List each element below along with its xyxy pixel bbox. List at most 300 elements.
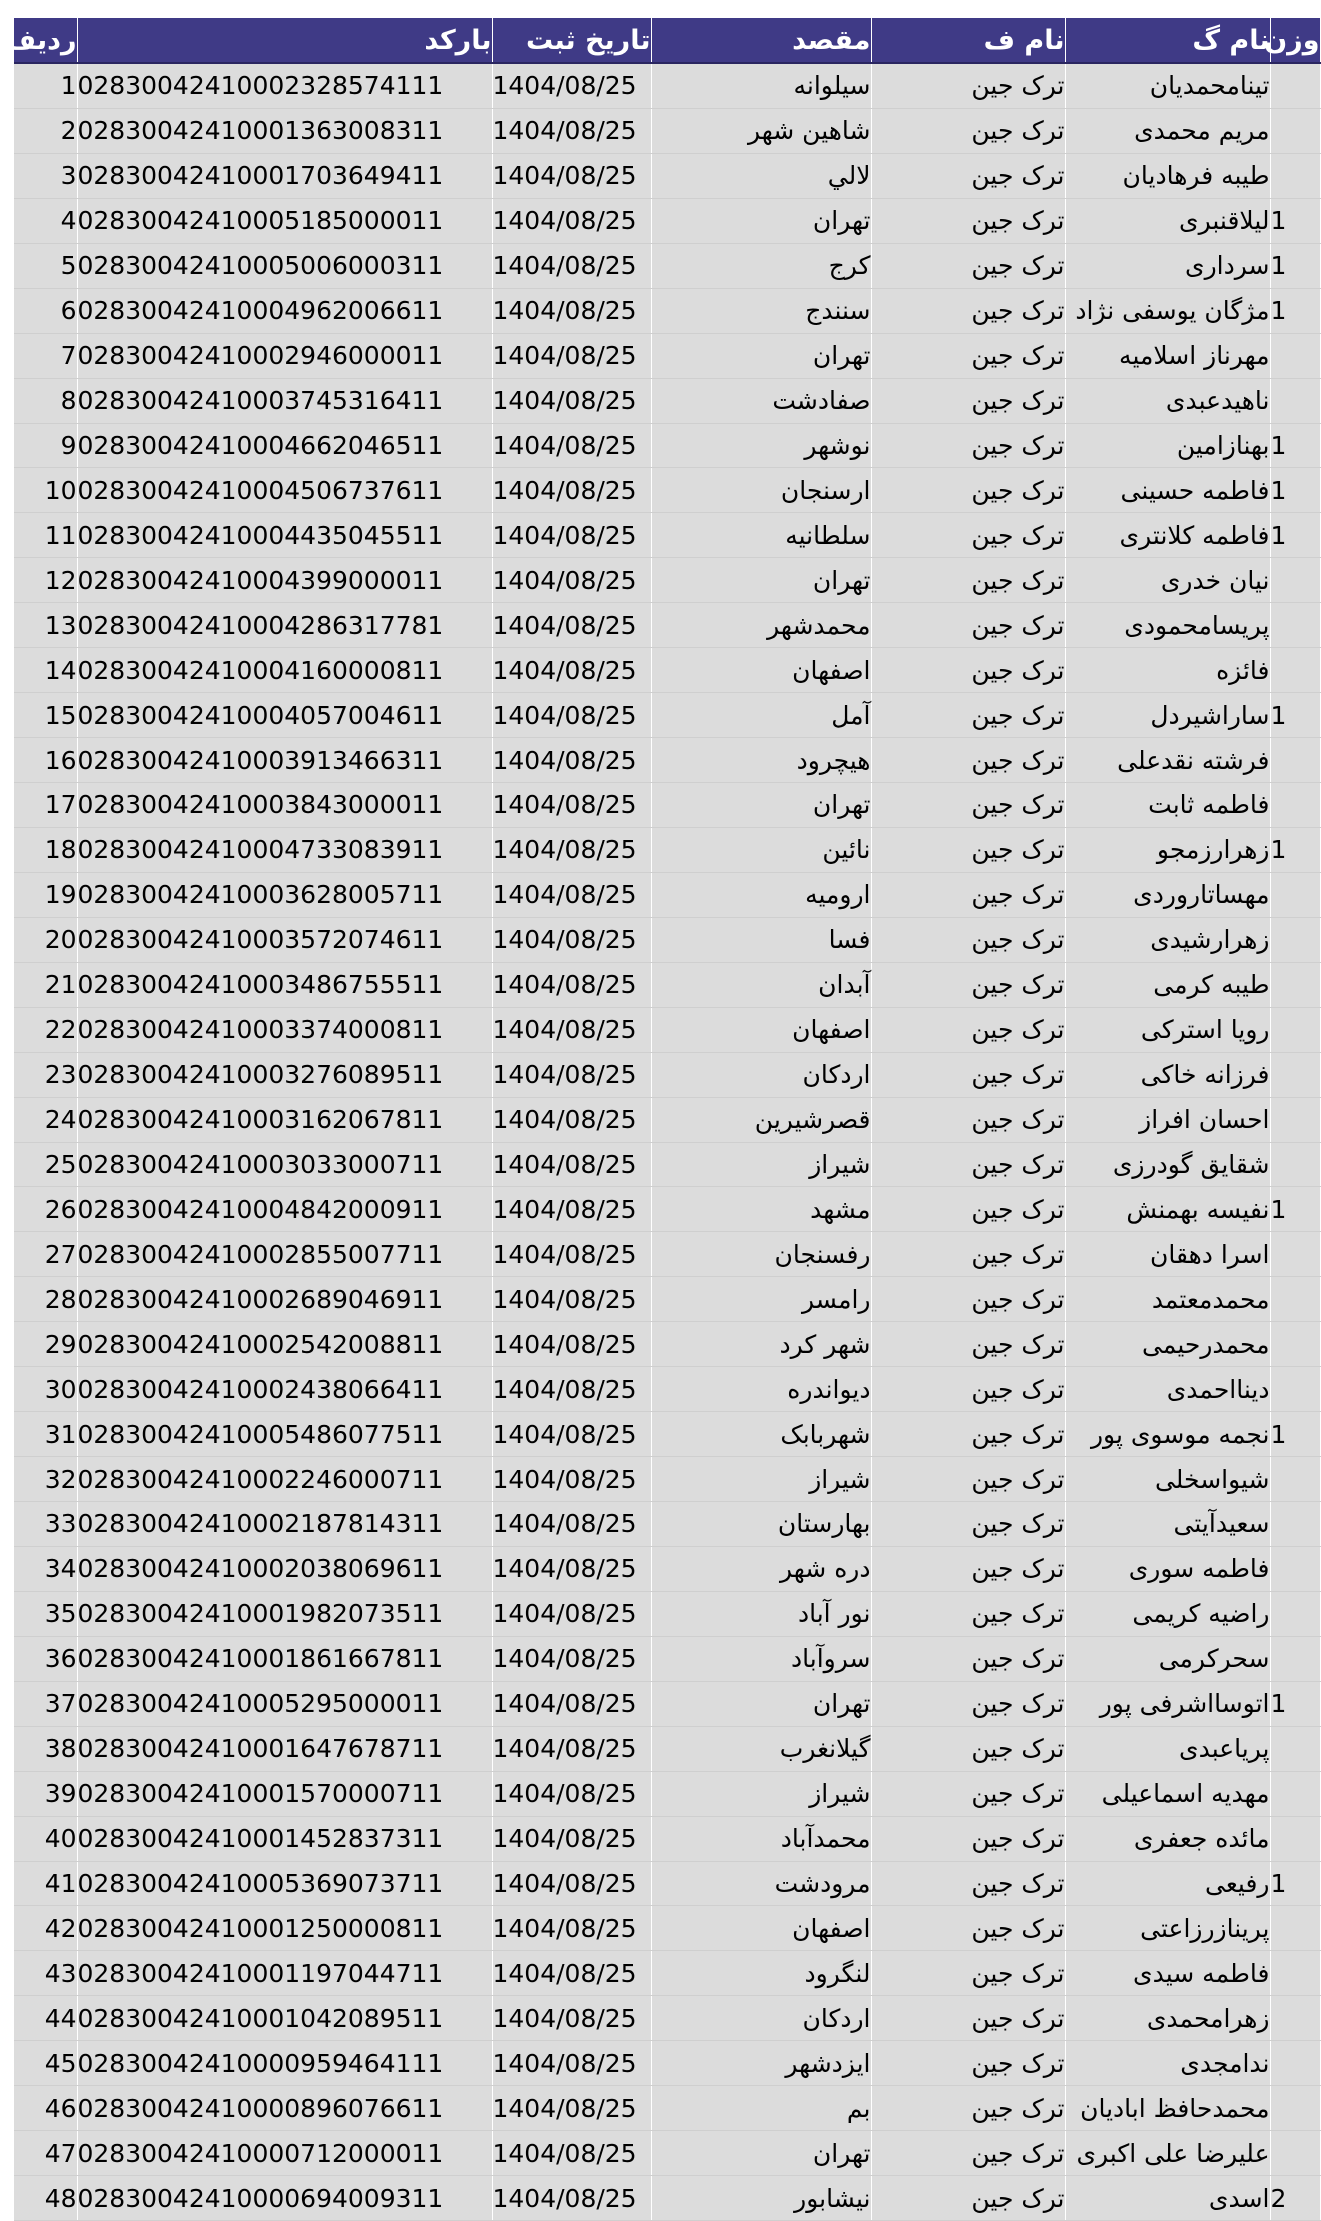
cell-radif[interactable]: 10 [14,468,77,513]
cell-destination[interactable]: رامسر [651,1277,871,1322]
cell-destination[interactable]: نور آباد [651,1591,871,1636]
cell-destination[interactable]: نائین [651,827,871,872]
cell-barcode[interactable]: 02830042410001363008311 [77,108,492,153]
cell-radif[interactable]: 23 [14,1052,77,1097]
cell-name-f[interactable]: ترک جین [871,378,1065,423]
cell-date[interactable]: 1404/08/25 [492,1951,651,1996]
cell-date[interactable]: 1404/08/25 [492,153,651,198]
cell-barcode[interactable]: 02830042410003486755511 [77,962,492,1007]
cell-radif[interactable]: 9 [14,423,77,468]
cell-name-g[interactable]: اسرا دهقان [1065,1232,1270,1277]
cell-name-f[interactable]: ترک جین [871,1771,1065,1816]
cell-weight[interactable]: 1 [1270,198,1320,243]
cell-destination[interactable]: اصفهان [651,648,871,693]
cell-date[interactable]: 1404/08/25 [492,1322,651,1367]
cell-radif[interactable]: 1 [14,63,77,108]
cell-radif[interactable]: 15 [14,693,77,738]
cell-barcode[interactable]: 02830042410001570000711 [77,1771,492,1816]
cell-date[interactable]: 1404/08/25 [492,872,651,917]
cell-barcode[interactable]: 02830042410002246000711 [77,1457,492,1502]
cell-radif[interactable]: 39 [14,1771,77,1816]
cell-radif[interactable]: 16 [14,738,77,783]
cell-name-g[interactable]: طیبه فرهادیان [1065,153,1270,198]
cell-weight[interactable] [1270,63,1320,108]
cell-barcode[interactable]: 02830042410000959464111 [77,2041,492,2086]
cell-radif[interactable]: 48 [14,2176,77,2221]
cell-radif[interactable]: 24 [14,1097,77,1142]
cell-name-f[interactable]: ترک جین [871,827,1065,872]
cell-radif[interactable]: 30 [14,1367,77,1412]
cell-date[interactable]: 1404/08/25 [492,1996,651,2041]
cell-weight[interactable] [1270,333,1320,378]
cell-destination[interactable]: سنندج [651,288,871,333]
cell-destination[interactable]: شیراز [651,1142,871,1187]
cell-destination[interactable]: مرودشت [651,1861,871,1906]
cell-radif[interactable]: 29 [14,1322,77,1367]
cell-name-f[interactable]: ترک جین [871,1277,1065,1322]
cell-destination[interactable]: لنگرود [651,1951,871,1996]
cell-name-f[interactable]: ترک جین [871,1681,1065,1726]
cell-name-g[interactable]: سرداری [1065,243,1270,288]
cell-name-f[interactable]: ترک جین [871,468,1065,513]
cell-name-g[interactable]: زهرامحمدی [1065,1996,1270,2041]
cell-name-f[interactable]: ترک جین [871,603,1065,648]
cell-destination[interactable]: دیواندره [651,1367,871,1412]
cell-date[interactable]: 1404/08/25 [492,1726,651,1771]
cell-name-f[interactable]: ترک جین [871,153,1065,198]
cell-name-f[interactable]: ترک جین [871,1951,1065,1996]
cell-name-f[interactable]: ترک جین [871,1861,1065,1906]
cell-radif[interactable]: 33 [14,1502,77,1547]
cell-barcode[interactable]: 02830042410002855007711 [77,1232,492,1277]
cell-destination[interactable]: اصفهان [651,1906,871,1951]
cell-name-g[interactable]: محمدحافظ ابادیان [1065,2086,1270,2131]
cell-destination[interactable]: قصرشیرین [651,1097,871,1142]
cell-date[interactable]: 1404/08/25 [492,827,651,872]
cell-barcode[interactable]: 02830042410001703649411 [77,153,492,198]
cell-radif[interactable]: 18 [14,827,77,872]
cell-destination[interactable]: رفسنجان [651,1232,871,1277]
cell-radif[interactable]: 7 [14,333,77,378]
cell-destination[interactable]: اردکان [651,1996,871,2041]
cell-weight[interactable] [1270,1457,1320,1502]
cell-date[interactable]: 1404/08/25 [492,63,651,108]
cell-barcode[interactable]: 02830042410005185000011 [77,198,492,243]
cell-barcode[interactable]: 02830042410003033000711 [77,1142,492,1187]
cell-weight[interactable] [1270,917,1320,962]
cell-name-g[interactable]: طیبه کرمی [1065,962,1270,1007]
cell-barcode[interactable]: 02830042410002946000011 [77,333,492,378]
header-barcode[interactable]: بارکد [77,18,492,63]
cell-destination[interactable]: تهران [651,558,871,603]
cell-destination[interactable]: صفادشت [651,378,871,423]
cell-name-g[interactable]: علیرضا علی اکبری [1065,2131,1270,2176]
cell-radif[interactable]: 2 [14,108,77,153]
cell-date[interactable]: 1404/08/25 [492,1906,651,1951]
cell-weight[interactable] [1270,378,1320,423]
cell-date[interactable]: 1404/08/25 [492,1771,651,1816]
cell-name-f[interactable]: ترک جین [871,1097,1065,1142]
cell-radif[interactable]: 32 [14,1457,77,1502]
cell-weight[interactable] [1270,1816,1320,1861]
cell-barcode[interactable]: 02830042410000712000011 [77,2131,492,2176]
cell-barcode[interactable]: 02830042410004435045511 [77,513,492,558]
cell-barcode[interactable]: 02830042410003276089511 [77,1052,492,1097]
cell-weight[interactable]: 1 [1270,1412,1320,1457]
cell-name-g[interactable]: فاطمه ثابت [1065,783,1270,828]
cell-weight[interactable]: 1 [1270,423,1320,468]
cell-destination[interactable]: سروآباد [651,1636,871,1681]
cell-destination[interactable]: تهران [651,1681,871,1726]
cell-date[interactable]: 1404/08/25 [492,2041,651,2086]
cell-weight[interactable]: 1 [1270,1861,1320,1906]
cell-destination[interactable]: مشهد [651,1187,871,1232]
cell-name-g[interactable]: مهدیه اسماعیلی [1065,1771,1270,1816]
cell-weight[interactable]: 1 [1270,243,1320,288]
cell-barcode[interactable]: 02830042410004160000811 [77,648,492,693]
cell-barcode[interactable]: 02830042410004399000011 [77,558,492,603]
cell-barcode[interactable]: 02830042410002542008811 [77,1322,492,1367]
cell-name-f[interactable]: ترک جین [871,1546,1065,1591]
cell-name-f[interactable]: ترک جین [871,2131,1065,2176]
cell-date[interactable]: 1404/08/25 [492,288,651,333]
cell-name-f[interactable]: ترک جین [871,288,1065,333]
header-name-f[interactable]: نام ف [871,18,1065,63]
cell-date[interactable]: 1404/08/25 [492,1052,651,1097]
cell-destination[interactable]: گیلانغرب [651,1726,871,1771]
cell-radif[interactable]: 44 [14,1996,77,2041]
cell-name-f[interactable]: ترک جین [871,108,1065,153]
cell-radif[interactable]: 19 [14,872,77,917]
cell-radif[interactable]: 11 [14,513,77,558]
cell-radif[interactable]: 26 [14,1187,77,1232]
cell-name-f[interactable]: ترک جین [871,2041,1065,2086]
cell-radif[interactable]: 43 [14,1951,77,1996]
cell-destination[interactable]: هیچرود [651,738,871,783]
cell-name-g[interactable]: سعیدآیتی [1065,1502,1270,1547]
cell-destination[interactable]: اصفهان [651,1007,871,1052]
cell-date[interactable]: 1404/08/25 [492,1591,651,1636]
cell-destination[interactable]: تهران [651,2131,871,2176]
cell-name-f[interactable]: ترک جین [871,423,1065,468]
cell-barcode[interactable]: 02830042410004733083911 [77,827,492,872]
cell-radif[interactable]: 40 [14,1816,77,1861]
cell-barcode[interactable]: 02830042410003745316411 [77,378,492,423]
cell-name-g[interactable]: نفیسه بهمنش [1065,1187,1270,1232]
cell-date[interactable]: 1404/08/25 [492,333,651,378]
cell-name-f[interactable]: ترک جین [871,513,1065,558]
cell-radif[interactable]: 21 [14,962,77,1007]
cell-name-g[interactable]: رویا استرکی [1065,1007,1270,1052]
cell-barcode[interactable]: 02830042410004962006611 [77,288,492,333]
cell-destination[interactable]: تهران [651,198,871,243]
cell-destination[interactable]: ارومیه [651,872,871,917]
cell-name-g[interactable]: شیواسخلی [1065,1457,1270,1502]
cell-barcode[interactable]: 02830042410005486077511 [77,1412,492,1457]
cell-name-g[interactable]: مهساتاروردی [1065,872,1270,917]
cell-weight[interactable] [1270,738,1320,783]
cell-name-f[interactable]: ترک جین [871,1322,1065,1367]
cell-destination[interactable]: ایزدشهر [651,2041,871,2086]
header-radif[interactable]: ردیف [14,18,77,63]
cell-date[interactable]: 1404/08/25 [492,1816,651,1861]
cell-name-f[interactable]: ترک جین [871,1816,1065,1861]
cell-barcode[interactable]: 02830042410005295000011 [77,1681,492,1726]
cell-weight[interactable] [1270,1636,1320,1681]
cell-name-g[interactable]: نجمه موسوی پور [1065,1412,1270,1457]
cell-barcode[interactable]: 02830042410002689046911 [77,1277,492,1322]
cell-date[interactable]: 1404/08/25 [492,1142,651,1187]
cell-radif[interactable]: 6 [14,288,77,333]
cell-destination[interactable]: اردکان [651,1052,871,1097]
cell-weight[interactable] [1270,153,1320,198]
cell-date[interactable]: 1404/08/25 [492,1861,651,1906]
header-name-g[interactable]: نام گ [1065,18,1270,63]
cell-weight[interactable] [1270,783,1320,828]
cell-date[interactable]: 1404/08/25 [492,1232,651,1277]
cell-weight[interactable] [1270,1546,1320,1591]
cell-radif[interactable]: 28 [14,1277,77,1322]
cell-weight[interactable] [1270,1277,1320,1322]
cell-name-f[interactable]: ترک جین [871,558,1065,603]
cell-name-g[interactable]: مژگان یوسفی نژاد [1065,288,1270,333]
cell-barcode[interactable]: 02830042410001250000811 [77,1906,492,1951]
cell-date[interactable]: 1404/08/25 [492,1007,651,1052]
cell-weight[interactable] [1270,1996,1320,2041]
cell-name-f[interactable]: ترک جین [871,1906,1065,1951]
cell-radif[interactable]: 41 [14,1861,77,1906]
cell-date[interactable]: 1404/08/25 [492,738,651,783]
cell-barcode[interactable]: 02830042410001042089511 [77,1996,492,2041]
cell-barcode[interactable]: 02830042410003162067811 [77,1097,492,1142]
cell-date[interactable]: 1404/08/25 [492,693,651,738]
cell-date[interactable]: 1404/08/25 [492,1681,651,1726]
cell-name-g[interactable]: راضیه کریمی [1065,1591,1270,1636]
cell-weight[interactable] [1270,648,1320,693]
cell-date[interactable]: 1404/08/25 [492,2086,651,2131]
cell-radif[interactable]: 42 [14,1906,77,1951]
header-destination[interactable]: مقصد [651,18,871,63]
cell-date[interactable]: 1404/08/25 [492,513,651,558]
cell-name-f[interactable]: ترک جین [871,333,1065,378]
cell-barcode[interactable]: 02830042410001982073511 [77,1591,492,1636]
cell-name-f[interactable]: ترک جین [871,1726,1065,1771]
cell-destination[interactable]: دره شهر [651,1546,871,1591]
cell-date[interactable]: 1404/08/25 [492,423,651,468]
cell-name-g[interactable]: اتوسااشرفی پور [1065,1681,1270,1726]
cell-barcode[interactable]: 02830042410003913466311 [77,738,492,783]
cell-name-f[interactable]: ترک جین [871,198,1065,243]
cell-radif[interactable]: 31 [14,1412,77,1457]
cell-date[interactable]: 1404/08/25 [492,2176,651,2221]
header-date[interactable]: تاریخ ثبت [492,18,651,63]
cell-barcode[interactable]: 02830042410001197044711 [77,1951,492,1996]
cell-barcode[interactable]: 02830042410005006000311 [77,243,492,288]
cell-weight[interactable] [1270,962,1320,1007]
cell-radif[interactable]: 34 [14,1546,77,1591]
cell-radif[interactable]: 13 [14,603,77,648]
cell-date[interactable]: 1404/08/25 [492,243,651,288]
cell-weight[interactable] [1270,872,1320,917]
cell-name-g[interactable]: شقایق گودرزی [1065,1142,1270,1187]
cell-name-g[interactable]: ندامجدی [1065,2041,1270,2086]
cell-barcode[interactable]: 02830042410003628005711 [77,872,492,917]
cell-name-f[interactable]: ترک جین [871,1232,1065,1277]
cell-destination[interactable]: فسا [651,917,871,962]
cell-name-g[interactable]: محمدرحیمی [1065,1322,1270,1367]
cell-date[interactable]: 1404/08/25 [492,783,651,828]
cell-weight[interactable] [1270,1322,1320,1367]
cell-destination[interactable]: سیلوانه [651,63,871,108]
cell-weight[interactable]: 2 [1270,2176,1320,2221]
cell-barcode[interactable]: 02830042410004057004611 [77,693,492,738]
cell-name-g[interactable]: فرشته نقدعلی [1065,738,1270,783]
cell-destination[interactable]: شیراز [651,1771,871,1816]
cell-name-g[interactable]: فاطمه کلانتری [1065,513,1270,558]
cell-weight[interactable]: 1 [1270,288,1320,333]
cell-barcode[interactable]: 02830042410001647678711 [77,1726,492,1771]
cell-destination[interactable]: کرج [651,243,871,288]
cell-weight[interactable] [1270,1906,1320,1951]
cell-name-g[interactable]: تینامحمدیان [1065,63,1270,108]
cell-date[interactable]: 1404/08/25 [492,1367,651,1412]
cell-destination[interactable]: شهر کرد [651,1322,871,1367]
cell-name-g[interactable]: فاطمه سوری [1065,1546,1270,1591]
cell-weight[interactable]: 1 [1270,693,1320,738]
cell-destination[interactable]: محمدآباد [651,1816,871,1861]
cell-name-g[interactable]: پرینازرزاعتی [1065,1906,1270,1951]
cell-destination[interactable]: تهران [651,783,871,828]
cell-name-f[interactable]: ترک جین [871,648,1065,693]
cell-date[interactable]: 1404/08/25 [492,1457,651,1502]
cell-destination[interactable]: سلطانیه [651,513,871,558]
cell-radif[interactable]: 14 [14,648,77,693]
cell-destination[interactable]: ارسنجان [651,468,871,513]
cell-name-f[interactable]: ترک جین [871,1367,1065,1412]
cell-name-f[interactable]: ترک جین [871,1052,1065,1097]
header-weight[interactable]: وزن [1270,18,1320,63]
cell-date[interactable]: 1404/08/25 [492,1502,651,1547]
cell-destination[interactable]: شاهین شهر [651,108,871,153]
cell-date[interactable]: 1404/08/25 [492,648,651,693]
cell-barcode[interactable]: 02830042410003374000811 [77,1007,492,1052]
cell-date[interactable]: 1404/08/25 [492,1546,651,1591]
cell-destination[interactable]: تهران [651,333,871,378]
cell-date[interactable]: 1404/08/25 [492,1636,651,1681]
cell-barcode[interactable]: 02830042410004842000911 [77,1187,492,1232]
cell-name-g[interactable]: نیان خدری [1065,558,1270,603]
cell-name-f[interactable]: ترک جین [871,1187,1065,1232]
cell-barcode[interactable]: 02830042410004506737611 [77,468,492,513]
cell-barcode[interactable]: 02830042410003843000011 [77,783,492,828]
cell-weight[interactable] [1270,1367,1320,1412]
cell-weight[interactable]: 1 [1270,468,1320,513]
cell-weight[interactable]: 1 [1270,513,1320,558]
cell-date[interactable]: 1404/08/25 [492,603,651,648]
cell-destination[interactable]: شهربابک [651,1412,871,1457]
cell-date[interactable]: 1404/08/25 [492,1277,651,1322]
cell-name-g[interactable]: لیلاقنبری [1065,198,1270,243]
cell-name-f[interactable]: ترک جین [871,1636,1065,1681]
cell-date[interactable]: 1404/08/25 [492,1187,651,1232]
cell-weight[interactable] [1270,558,1320,603]
cell-name-f[interactable]: ترک جین [871,63,1065,108]
cell-date[interactable]: 1404/08/25 [492,558,651,603]
cell-name-g[interactable]: فاطمه حسینی [1065,468,1270,513]
cell-name-g[interactable]: زهرارزمجو [1065,827,1270,872]
cell-date[interactable]: 1404/08/25 [492,468,651,513]
cell-destination[interactable]: نوشهر [651,423,871,468]
cell-barcode[interactable]: 02830042410002187814311 [77,1502,492,1547]
cell-name-g[interactable]: رفیعی [1065,1861,1270,1906]
cell-radif[interactable]: 45 [14,2041,77,2086]
cell-name-g[interactable]: پریاعبدی [1065,1726,1270,1771]
cell-radif[interactable]: 5 [14,243,77,288]
cell-name-f[interactable]: ترک جین [871,1412,1065,1457]
cell-name-g[interactable]: بهنازامین [1065,423,1270,468]
cell-barcode[interactable]: 02830042410004662046511 [77,423,492,468]
cell-radif[interactable]: 4 [14,198,77,243]
cell-radif[interactable]: 47 [14,2131,77,2176]
cell-date[interactable]: 1404/08/25 [492,962,651,1007]
cell-name-f[interactable]: ترک جین [871,738,1065,783]
cell-destination[interactable]: لالي [651,153,871,198]
cell-radif[interactable]: 25 [14,1142,77,1187]
cell-radif[interactable]: 36 [14,1636,77,1681]
cell-name-f[interactable]: ترک جین [871,872,1065,917]
cell-radif[interactable]: 27 [14,1232,77,1277]
cell-name-g[interactable]: دینااحمدی [1065,1367,1270,1412]
cell-name-f[interactable]: ترک جین [871,783,1065,828]
cell-destination[interactable]: شیراز [651,1457,871,1502]
cell-radif[interactable]: 8 [14,378,77,423]
cell-barcode[interactable]: 02830042410002038069611 [77,1546,492,1591]
cell-radif[interactable]: 35 [14,1591,77,1636]
cell-weight[interactable] [1270,603,1320,648]
cell-barcode[interactable]: 02830042410000694009311 [77,2176,492,2221]
cell-name-g[interactable]: مهرناز اسلامیه [1065,333,1270,378]
cell-name-f[interactable]: ترک جین [871,1457,1065,1502]
cell-barcode[interactable]: 02830042410003572074611 [77,917,492,962]
cell-name-g[interactable]: فرزانه خاکی [1065,1052,1270,1097]
cell-weight[interactable] [1270,1052,1320,1097]
cell-barcode[interactable]: 02830042410000896076611 [77,2086,492,2131]
cell-name-g[interactable]: ناهیدعبدی [1065,378,1270,423]
cell-weight[interactable] [1270,1771,1320,1816]
cell-weight[interactable] [1270,1232,1320,1277]
cell-name-f[interactable]: ترک جین [871,1142,1065,1187]
cell-date[interactable]: 1404/08/25 [492,198,651,243]
cell-name-g[interactable]: فائزه [1065,648,1270,693]
cell-destination[interactable]: بهارستان [651,1502,871,1547]
cell-radif[interactable]: 3 [14,153,77,198]
cell-name-f[interactable]: ترک جین [871,1007,1065,1052]
cell-weight[interactable] [1270,1591,1320,1636]
cell-name-g[interactable]: فاطمه سیدی [1065,1951,1270,1996]
cell-weight[interactable]: 1 [1270,1681,1320,1726]
cell-barcode[interactable]: 02830042410001861667811 [77,1636,492,1681]
cell-radif[interactable]: 37 [14,1681,77,1726]
cell-name-g[interactable]: محمدمعتمد [1065,1277,1270,1322]
cell-radif[interactable]: 20 [14,917,77,962]
cell-date[interactable]: 1404/08/25 [492,378,651,423]
cell-name-f[interactable]: ترک جین [871,962,1065,1007]
cell-destination[interactable]: آمل [651,693,871,738]
cell-radif[interactable]: 22 [14,1007,77,1052]
cell-name-f[interactable]: ترک جین [871,2176,1065,2221]
cell-weight[interactable]: 1 [1270,827,1320,872]
cell-weight[interactable] [1270,1007,1320,1052]
